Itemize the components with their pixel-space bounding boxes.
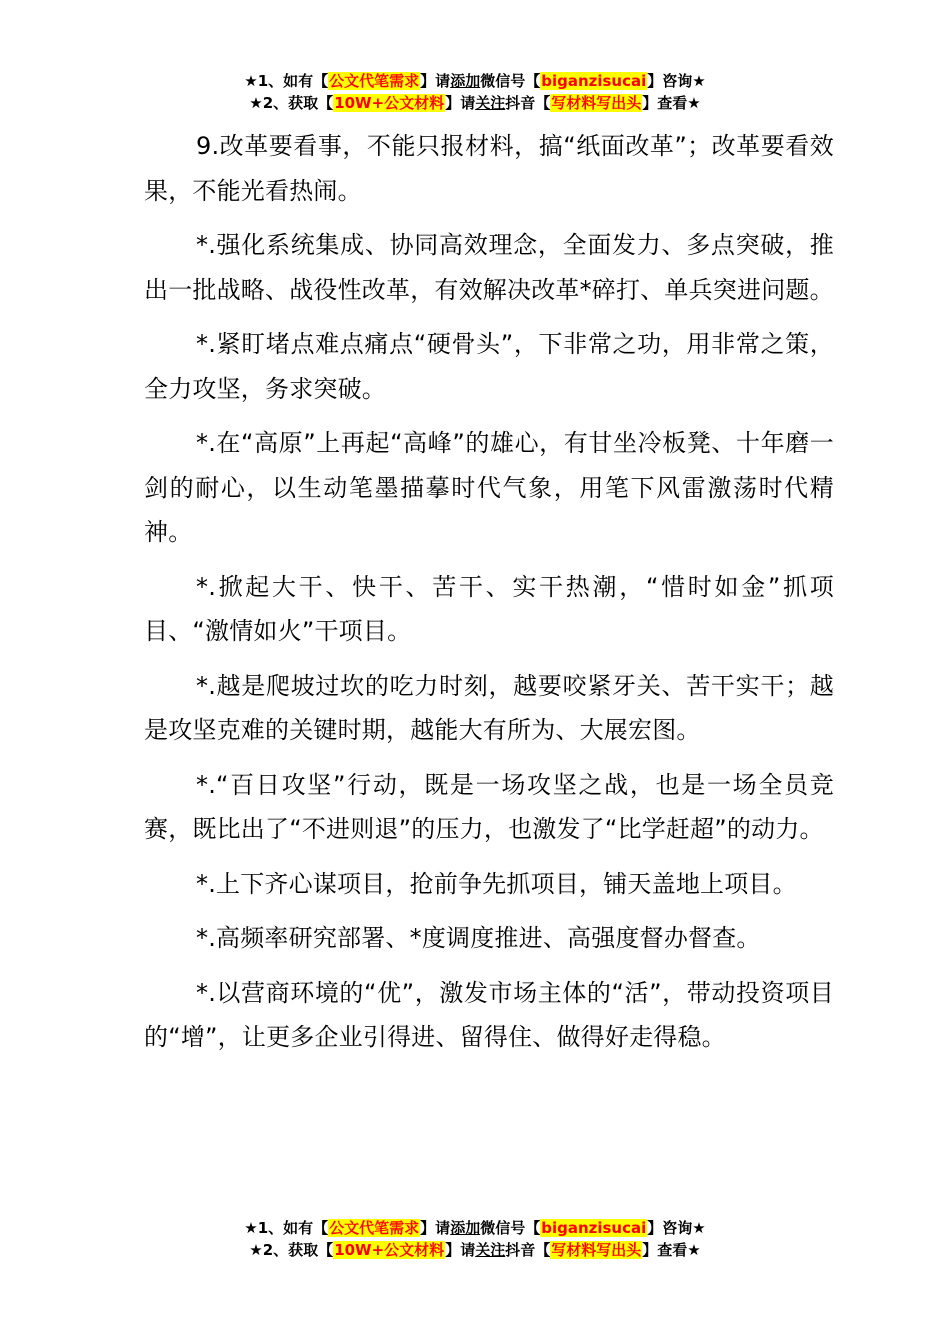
promo-line-2 <box>0 1239 950 1261</box>
paragraph: *.强化系统集成、协同高效理念，全面发力、多点突破，推出一批战略、战役性改革，有效解决改革*碎打、单兵突进问题。 <box>144 231 834 304</box>
top-promo-banner <box>0 70 950 114</box>
promo-underlined: 关注 <box>475 94 506 112</box>
paragraph: *.紧盯堵点难点痛点“硬骨头”，下非常之功，用非常之策，全力攻坚，务求突破。 <box>144 330 834 403</box>
promo-highlight-wechat-id: biganzisucai <box>541 72 647 90</box>
promo-text: 】请 <box>445 1241 476 1259</box>
promo-text: ★2、获取【 <box>249 94 334 112</box>
paragraph: *.掀起大干、快干、苦干、实干热潮，“惜时如金”抓项目、“激情如火”干项目。 <box>144 572 834 645</box>
paragraph: *.上下齐心谋项目，抢前争先抓项目，铺天盖地上项目。 <box>196 869 797 898</box>
paragraph: *.“百日攻坚”行动，既是一场攻坚之战，也是一场全员竞赛，既比出了“不进则退”的压力，也激发了“比学赶超”的动力。 <box>144 770 834 843</box>
promo-underlined: 关注 <box>475 1241 506 1259</box>
promo-text: 微信号【 <box>480 72 541 90</box>
bottom-promo-banner <box>0 1217 950 1261</box>
promo-text: 】咨询★ <box>647 72 706 90</box>
promo-highlight-wechat-id: biganzisucai <box>541 1219 647 1237</box>
promo-text: ★1、如有【 <box>244 1219 329 1237</box>
promo-text: 】咨询★ <box>647 1219 706 1237</box>
promo-line-1 <box>0 70 950 92</box>
promo-text: 】请 <box>420 1219 451 1237</box>
promo-highlight-materials: 10W+公文材料 <box>334 1241 445 1259</box>
promo-text: 微信号【 <box>480 1219 541 1237</box>
promo-text: 抖音【 <box>505 1241 551 1259</box>
promo-underlined: 添加 <box>450 1219 481 1237</box>
promo-text: ★2、获取【 <box>249 1241 334 1259</box>
promo-highlight-service: 公文代笔需求 <box>329 72 420 90</box>
paragraph: *.高频率研究部署、*度调度推进、高强度督办督查。 <box>196 924 761 952</box>
promo-highlight-douyin: 写材料写出头 <box>551 94 642 112</box>
promo-text: ★1、如有【 <box>244 72 329 90</box>
promo-text: 】查看★ <box>642 94 701 112</box>
promo-highlight-service: 公文代笔需求 <box>329 1219 420 1237</box>
promo-text: 】请 <box>445 94 476 112</box>
paragraph: 9.改革要看事，不能只报材料，搞“纸面改革”；改革要看效果，不能光看热闹。 <box>144 132 834 205</box>
promo-line-2 <box>0 92 950 114</box>
promo-text: 】查看★ <box>642 1241 701 1259</box>
promo-highlight-materials: 10W+公文材料 <box>334 94 445 112</box>
promo-line-1 <box>0 1217 950 1239</box>
promo-text: 抖音【 <box>505 94 551 112</box>
promo-text: 】请 <box>420 72 451 90</box>
promo-highlight-douyin: 写材料写出头 <box>551 1241 642 1259</box>
document-body <box>144 124 834 1070</box>
paragraph: *.以营商环境的“优”，激发市场主体的“活”，带动投资项目的“增”，让更多企业引得进、留得住、做得好走得稳。 <box>144 978 834 1051</box>
paragraph: *.在“高原”上再起“高峰”的雄心，有甘坐冷板凳、十年磨一剑的耐心，以生动笔墨描摹时代气象，用笔下风雷激荡时代精神。 <box>144 429 834 546</box>
paragraph: *.越是爬坡过坎的吃力时刻，越要咬紧牙关、苦干实干；越是攻坚克难的关键时期，越能大有所为、大展宏图。 <box>144 671 834 744</box>
promo-underlined: 添加 <box>450 72 481 90</box>
